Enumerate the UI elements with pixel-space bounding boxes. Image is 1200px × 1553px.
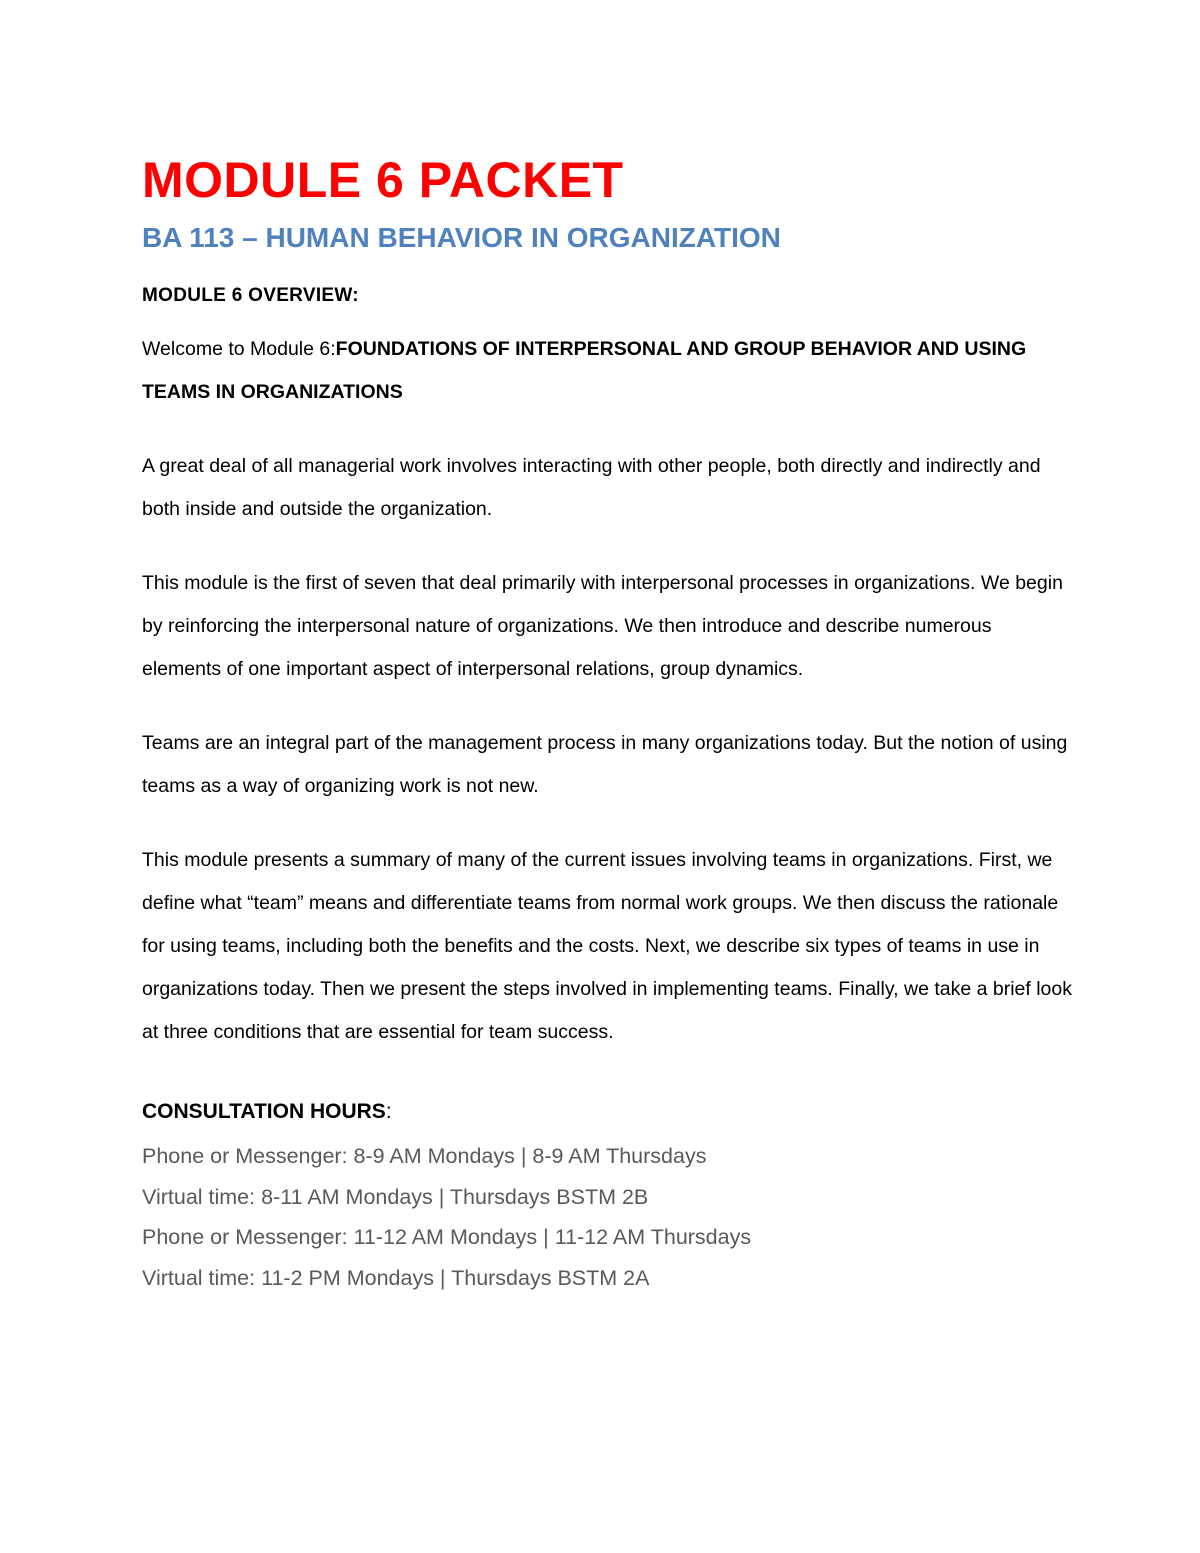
consultation-hours-list bbox=[142, 1136, 1072, 1298]
paragraph-3: Teams are an integral part of the management process in many organizations today. But the notion of using teams as a way of organizing work is not new. bbox=[142, 732, 1068, 797]
paragraph-2: This module is the first of seven that deal primarily with interpersonal processes in organizations. We begin by reinforcing the interpersonal nature of organizations. We then introduce and describe numerous elements of one important aspect of interpersonal relations, group dynamics. bbox=[142, 572, 1063, 680]
consultation-heading-label: CONSULTATION HOURS bbox=[142, 1100, 386, 1123]
consultation-heading-colon: : bbox=[385, 1100, 392, 1123]
overview-heading: MODULE 6 OVERVIEW: bbox=[142, 285, 359, 306]
paragraph-1: A great deal of all managerial work involves interacting with other people, both directly and indirectly and both inside and outside the organization. bbox=[142, 455, 1041, 520]
consultation-hours-line: Virtual time: 11-2 PM Mondays | Thursdays BSTM 2A bbox=[142, 1265, 650, 1290]
consultation-hours-line: Virtual time: 8-11 AM Mondays | Thursdays BSTM 2B bbox=[142, 1184, 649, 1209]
consultation-hours-line: Phone or Messenger: 11-12 AM Mondays | 11-12 AM Thursdays bbox=[142, 1225, 752, 1249]
course-subtitle: BA 113 – HUMAN BEHAVIOR IN ORGANIZATION bbox=[142, 222, 781, 253]
document-page bbox=[142, 150, 1072, 1298]
welcome-paragraph bbox=[142, 328, 1072, 414]
welcome-topic: FOUNDATIONS OF INTERPERSONAL AND GROUP BEHAVIOR AND USING TEAMS IN ORGANIZATIONS bbox=[142, 338, 1027, 403]
welcome-prefix: Welcome to Module 6: bbox=[142, 338, 336, 360]
document-title: MODULE 6 PACKET bbox=[142, 152, 624, 208]
consultation-hours-line: Phone or Messenger: 8-9 AM Mondays | 8-9 AM Thursdays bbox=[142, 1144, 707, 1168]
consultation-heading bbox=[142, 1098, 1072, 1126]
paragraph-4: This module presents a summary of many of the current issues involving teams in organizations. First, we define what “team” means and differentiate teams from normal work groups. We then discuss the rationale for using teams, including both the benefits and the costs. Next, we describe six types of teams in use in organizations today. Then we present the steps involved in implementing teams. Finally, we take a brief look at three conditions that are essential for team success. bbox=[142, 849, 1072, 1043]
